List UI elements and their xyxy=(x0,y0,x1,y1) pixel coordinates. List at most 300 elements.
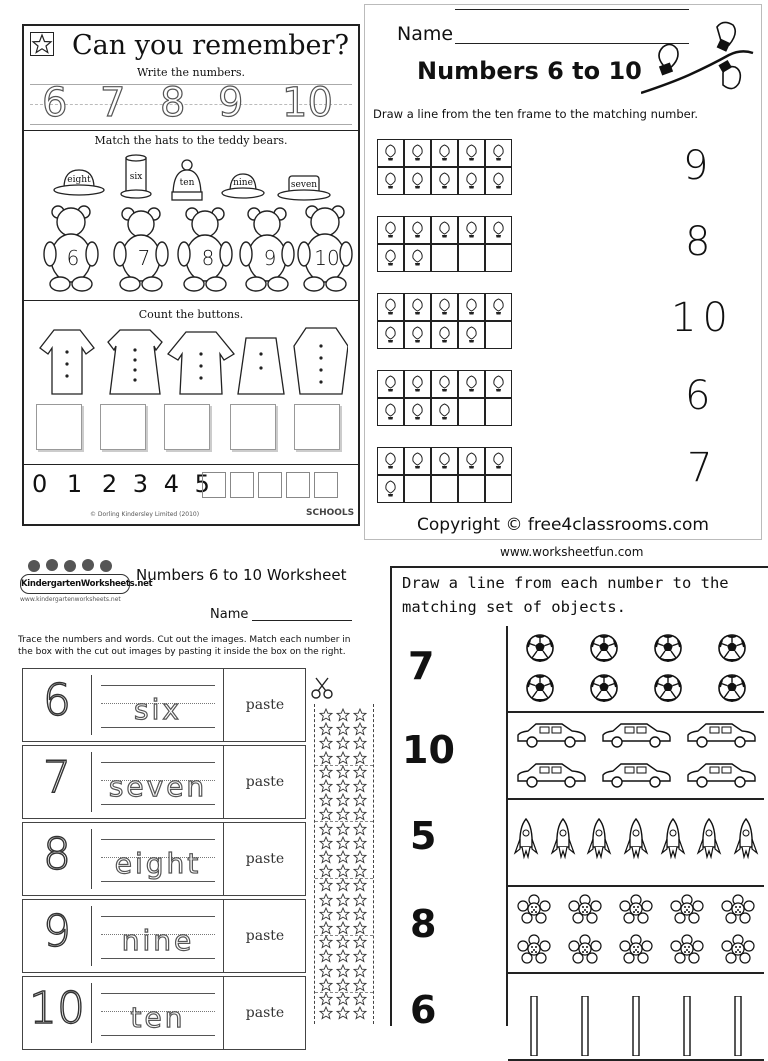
star-icon xyxy=(353,864,367,878)
ten-frame-cell xyxy=(431,321,458,349)
light-bulb-icon xyxy=(411,403,424,420)
ten-frame-cell xyxy=(377,447,404,475)
ten-frame-cell xyxy=(404,475,431,503)
rocket-icon xyxy=(696,817,722,867)
worksheet-trace-and-paste xyxy=(14,556,374,1034)
trace-row xyxy=(22,976,306,1050)
answer-box[interactable] xyxy=(100,404,146,450)
match-number[interactable]: 8 xyxy=(410,902,437,946)
flower-icon xyxy=(517,934,551,964)
light-bulb-icon xyxy=(411,221,424,238)
star-icon xyxy=(319,978,333,992)
star-icon xyxy=(319,949,333,963)
object-set[interactable] xyxy=(508,715,764,800)
match-number[interactable]: 7 xyxy=(408,644,435,688)
bear-number: 9 xyxy=(263,246,277,270)
paste-box[interactable]: paste xyxy=(245,1005,285,1021)
blank-box[interactable] xyxy=(230,472,254,498)
answer-box[interactable] xyxy=(294,404,340,450)
instruction-line-2: matching set of objects. xyxy=(402,598,626,616)
ten-frames xyxy=(377,139,527,509)
cutout-star-strip[interactable] xyxy=(314,704,374,1024)
ten-frame-cell xyxy=(377,370,404,398)
ten-frame-cell xyxy=(458,244,485,272)
ten-frame-cell xyxy=(485,167,512,195)
star-icon xyxy=(353,722,367,736)
trace-word-box xyxy=(93,746,224,818)
star-icon xyxy=(336,793,350,807)
light-bulb-icon xyxy=(438,375,451,392)
answer-box[interactable] xyxy=(164,404,210,450)
light-bulb-icon xyxy=(465,326,478,343)
flower-icon xyxy=(568,894,602,924)
hat-seven xyxy=(276,170,332,204)
flower-icon xyxy=(721,894,755,924)
star-icon xyxy=(319,935,333,949)
ten-frame-cell xyxy=(404,447,431,475)
match-number[interactable]: 7 xyxy=(687,445,713,491)
star-icon xyxy=(353,935,367,949)
number-line-digit: 3 xyxy=(132,470,150,498)
ten-frame-cell xyxy=(404,370,431,398)
star-icon xyxy=(353,978,367,992)
paste-box[interactable]: paste xyxy=(245,851,285,867)
trace-word: eight xyxy=(114,847,202,880)
hat-label: seven xyxy=(290,180,318,190)
worksheet-ten-frames xyxy=(364,4,762,540)
light-bulb-icon xyxy=(438,326,451,343)
ten-frame-cell xyxy=(485,139,512,167)
star-icon xyxy=(336,822,350,836)
number-line-digit: 4 xyxy=(163,470,180,498)
star-icon xyxy=(319,708,333,722)
ten-frame-cell xyxy=(404,398,431,426)
ten-frame-cell xyxy=(431,398,458,426)
ten-frame-cell xyxy=(485,321,512,349)
star-icon xyxy=(319,722,333,736)
light-bulb-icon xyxy=(492,172,505,189)
light-bulb-icon xyxy=(465,375,478,392)
ten-frame-cell xyxy=(485,293,512,321)
pencil-icon xyxy=(733,996,743,1056)
star-icon xyxy=(319,736,333,750)
ten-frame-cell xyxy=(404,293,431,321)
hat-six xyxy=(120,154,152,202)
star-icon xyxy=(353,1006,367,1020)
flower-icon xyxy=(670,934,704,964)
star-icon xyxy=(336,751,350,765)
flower-icon xyxy=(568,934,602,964)
trace-number: 6 xyxy=(23,675,92,735)
ten-frame-cell xyxy=(377,475,404,503)
answer-box[interactable] xyxy=(230,404,276,450)
light-bulb-icon xyxy=(465,144,478,161)
star-icon xyxy=(336,779,350,793)
star-icon xyxy=(353,765,367,779)
star-icon xyxy=(336,736,350,750)
ten-frame-cell xyxy=(485,475,512,503)
star-icon xyxy=(336,907,350,921)
star-icon xyxy=(319,964,333,978)
star-icon xyxy=(353,807,367,821)
car-icon xyxy=(514,761,588,789)
ten-frame-cell xyxy=(458,216,485,244)
soccer-ball-icon xyxy=(525,673,555,703)
star-icon xyxy=(319,751,333,765)
trace-number: 6 xyxy=(42,80,70,126)
star-icon xyxy=(336,850,350,864)
number-line-digit: 2 xyxy=(101,470,119,498)
ten-frame-cell xyxy=(377,321,404,349)
light-bulb-icon xyxy=(384,221,397,238)
star-icon xyxy=(353,779,367,793)
ten-frame-cell xyxy=(431,139,458,167)
instruction-line-1: Draw a line from each number to the xyxy=(402,574,729,592)
copyright-text: © Dorling Kindersley Limited (2010) xyxy=(90,511,200,518)
light-bulb-icon xyxy=(411,172,424,189)
answer-box[interactable] xyxy=(36,404,82,450)
trace-row xyxy=(22,899,306,973)
match-number[interactable]: 9 xyxy=(683,143,709,189)
instructions-text: Trace the numbers and words. Cut out the images. Match each number in the box with the cut out images by pasting it inside the box on the right. xyxy=(18,635,351,657)
number-line-digit: 1 xyxy=(66,470,84,498)
bear-number: 7 xyxy=(137,246,151,270)
blank-box[interactable] xyxy=(202,472,226,498)
name-label: Name xyxy=(397,23,454,45)
flower-icon xyxy=(619,894,653,924)
ten-frame-cell xyxy=(485,447,512,475)
rocket-icon xyxy=(733,817,759,867)
number-line xyxy=(32,470,211,498)
light-bulb-icon xyxy=(411,249,424,266)
light-bulb-icon xyxy=(465,221,478,238)
trace-number: 10 xyxy=(282,80,333,126)
ten-frame-cell xyxy=(404,167,431,195)
object-set[interactable] xyxy=(508,628,764,713)
light-bulb-icon xyxy=(465,172,478,189)
star-icon xyxy=(336,921,350,935)
star-icon xyxy=(319,878,333,892)
number-line-digit: 5 xyxy=(194,470,211,498)
worksheet-can-you-remember xyxy=(22,24,360,526)
star-icon xyxy=(336,864,350,878)
ten-frame-cell xyxy=(458,370,485,398)
star-icon xyxy=(336,765,350,779)
scissors-icon xyxy=(310,676,336,700)
rocket-icon xyxy=(513,817,539,867)
ten-frame-cell xyxy=(431,475,458,503)
star-icon xyxy=(336,978,350,992)
star-icon xyxy=(336,807,350,821)
trace-word-box xyxy=(93,900,224,972)
ten-frame-cell xyxy=(404,139,431,167)
trace-word-box xyxy=(93,977,224,1049)
rocket-icon xyxy=(660,817,686,867)
ten-frame-cell xyxy=(485,244,512,272)
number-line-digit: 0 xyxy=(32,470,49,498)
match-number[interactable]: 10 xyxy=(671,295,734,341)
copyright-text: Copyright © free4classrooms.com xyxy=(417,515,709,535)
blank-box[interactable] xyxy=(314,472,338,498)
ten-frame-cell xyxy=(458,447,485,475)
bear-number: 10 xyxy=(314,246,340,270)
worksheet-title: Numbers 6 to 10 xyxy=(417,57,642,85)
car-icon xyxy=(684,721,758,749)
star-icon xyxy=(353,949,367,963)
light-bulb-icon xyxy=(438,403,451,420)
trace-number: 8 xyxy=(23,829,92,889)
star-icon xyxy=(353,822,367,836)
car-icon xyxy=(514,721,588,749)
ten-frame-cell xyxy=(377,244,404,272)
match-instruction: Match the hats to the teddy bears. xyxy=(94,134,288,147)
light-bulb-icon xyxy=(438,172,451,189)
light-bulb-icon xyxy=(465,298,478,315)
bear-number: 8 xyxy=(201,246,215,270)
object-set[interactable] xyxy=(508,976,764,1061)
trace-rows xyxy=(22,668,302,1034)
light-bulb-icon xyxy=(492,144,505,161)
worksheet-title: Numbers 6 to 10 Worksheet xyxy=(136,566,347,584)
trace-word-box xyxy=(93,669,224,741)
match-number[interactable]: 6 xyxy=(410,988,437,1032)
ten-frame-cell xyxy=(458,293,485,321)
star-icon xyxy=(353,921,367,935)
hat-label: ten xyxy=(179,178,195,188)
light-bulb-icon xyxy=(438,298,451,315)
star-icon xyxy=(336,878,350,892)
write-instruction: Write the numbers. xyxy=(136,66,246,79)
light-bulb-icon xyxy=(411,452,424,469)
star-icon xyxy=(353,878,367,892)
light-bulb-icon xyxy=(384,144,397,161)
star-icon xyxy=(319,907,333,921)
object-set[interactable] xyxy=(508,802,764,887)
trace-number: 9 xyxy=(23,906,92,966)
paste-box[interactable]: paste xyxy=(245,774,285,790)
light-bulb-icon xyxy=(411,298,424,315)
trace-row xyxy=(22,822,306,896)
star-icon xyxy=(319,822,333,836)
star-icon xyxy=(319,779,333,793)
soccer-ball-icon xyxy=(589,673,619,703)
hat-eight xyxy=(52,166,106,200)
light-bulb-icon xyxy=(384,249,397,266)
star-icon xyxy=(319,864,333,878)
star-icon xyxy=(336,1006,350,1020)
brand-text: SCHOOLS xyxy=(306,508,355,518)
ten-frame-cell xyxy=(458,398,485,426)
light-bulb-icon xyxy=(411,144,424,161)
star-icon xyxy=(353,893,367,907)
car-icon xyxy=(684,761,758,789)
match-number[interactable]: 8 xyxy=(685,219,711,265)
site-logo: KindergartenWorksheets.net xyxy=(20,574,130,594)
flower-icon xyxy=(721,934,755,964)
star-icon xyxy=(353,850,367,864)
ten-frame-cell xyxy=(377,167,404,195)
rocket-icon xyxy=(623,817,649,867)
ten-frame-cell xyxy=(404,321,431,349)
light-bulb-icon xyxy=(384,298,397,315)
pencil-icon xyxy=(529,996,539,1056)
light-bulb-icon xyxy=(492,298,505,315)
trace-word-box xyxy=(93,823,224,895)
star-icon xyxy=(319,793,333,807)
object-set[interactable] xyxy=(508,889,764,974)
star-icon xyxy=(319,921,333,935)
clothing-items-icon xyxy=(38,324,348,400)
ten-frame-cell xyxy=(458,167,485,195)
light-bulb-icon xyxy=(492,452,505,469)
ten-frame-cell xyxy=(431,370,458,398)
hat-label: nine xyxy=(233,178,253,188)
pencil-icon xyxy=(682,996,692,1056)
trace-number: 8 xyxy=(160,80,186,126)
ten-frame-cell xyxy=(431,216,458,244)
ten-frame-cell xyxy=(431,244,458,272)
star-icon xyxy=(319,1006,333,1020)
star-icon xyxy=(353,964,367,978)
hat-label: six xyxy=(129,172,143,182)
count-instruction: Count the buttons. xyxy=(138,308,244,321)
trace-number: 9 xyxy=(218,80,244,126)
pencil-icon xyxy=(580,996,590,1056)
star-icon xyxy=(319,893,333,907)
match-number[interactable]: 6 xyxy=(685,373,711,419)
light-bulb-icon xyxy=(384,375,397,392)
light-bulb-icon xyxy=(438,221,451,238)
rocket-icon xyxy=(586,817,612,867)
soccer-ball-icon xyxy=(589,633,619,663)
ten-frame-cell xyxy=(431,167,458,195)
star-icon xyxy=(353,751,367,765)
instruction-text: Draw a line from the ten frame to the matching number. xyxy=(373,107,699,121)
star-icon xyxy=(336,992,350,1006)
star-icon xyxy=(336,964,350,978)
trace-row xyxy=(22,668,306,742)
light-bulb-icon xyxy=(438,452,451,469)
soccer-ball-icon xyxy=(717,673,747,703)
star-icon xyxy=(319,765,333,779)
flower-icon xyxy=(619,934,653,964)
worksheet-match-objects xyxy=(390,566,768,1032)
soccer-ball-icon xyxy=(653,673,683,703)
light-bulb-icon xyxy=(438,144,451,161)
star-icon xyxy=(336,935,350,949)
light-bulb-icon xyxy=(384,326,397,343)
star-icon xyxy=(353,793,367,807)
blank-box[interactable] xyxy=(286,472,310,498)
star-icon xyxy=(319,807,333,821)
star-icon xyxy=(353,736,367,750)
object-sets xyxy=(508,628,766,1028)
ten-frame-cell xyxy=(458,139,485,167)
trace-number: 10 xyxy=(23,983,92,1043)
star-icon xyxy=(336,949,350,963)
bear-number: 6 xyxy=(66,246,80,270)
light-bulb-icon xyxy=(411,375,424,392)
light-bulb-icon xyxy=(492,221,505,238)
star-icon xyxy=(319,836,333,850)
light-bulb-icon xyxy=(384,452,397,469)
trace-numbers-row xyxy=(30,82,352,128)
blank-box[interactable] xyxy=(258,472,282,498)
trace-number: 7 xyxy=(100,80,126,126)
star-icon xyxy=(353,836,367,850)
star-icon xyxy=(319,850,333,864)
ten-frame-cell xyxy=(377,139,404,167)
car-icon xyxy=(599,721,673,749)
ten-frame-cell xyxy=(377,293,404,321)
hat-label: eight xyxy=(67,175,91,185)
soccer-ball-icon xyxy=(653,633,683,663)
ten-frame-cell xyxy=(458,321,485,349)
site-url: www.kindergartenworksheets.net xyxy=(20,596,121,603)
christmas-lights-icon xyxy=(641,19,757,101)
paste-box[interactable]: paste xyxy=(245,928,285,944)
trace-row xyxy=(22,745,306,819)
ten-frame-cell xyxy=(485,398,512,426)
soccer-ball-icon xyxy=(525,633,555,663)
trace-word: seven xyxy=(108,770,208,803)
rocket-icon xyxy=(550,817,576,867)
star-badge xyxy=(30,32,54,56)
ten-frame-cell xyxy=(404,216,431,244)
star-icon xyxy=(353,992,367,1006)
light-bulb-icon xyxy=(384,172,397,189)
light-bulb-icon xyxy=(492,375,505,392)
hat-ten xyxy=(170,158,204,204)
star-icon xyxy=(353,907,367,921)
hat-nine xyxy=(220,168,266,202)
star-icon xyxy=(353,708,367,722)
flower-icon xyxy=(670,894,704,924)
ten-frame-cell xyxy=(485,216,512,244)
light-bulb-icon xyxy=(384,480,397,497)
ten-frame-cell xyxy=(377,398,404,426)
star-icon xyxy=(336,893,350,907)
pencil-icon xyxy=(631,996,641,1056)
paste-box[interactable]: paste xyxy=(245,697,285,713)
trace-word: ten xyxy=(130,1001,186,1034)
star-icon xyxy=(336,836,350,850)
light-bulb-icon xyxy=(384,403,397,420)
star-icon xyxy=(336,722,350,736)
teddy-bear-row xyxy=(42,202,362,294)
star-icon xyxy=(31,33,53,55)
car-icon xyxy=(599,761,673,789)
trace-word: nine xyxy=(121,924,195,957)
name-label: Name xyxy=(210,607,249,622)
soccer-ball-icon xyxy=(717,633,747,663)
ten-frame-cell xyxy=(458,475,485,503)
ten-frame-cell xyxy=(485,370,512,398)
light-bulb-icon xyxy=(465,452,478,469)
flower-icon xyxy=(517,894,551,924)
star-icon xyxy=(336,708,350,722)
star-icon xyxy=(319,992,333,1006)
site-url: www.worksheetfun.com xyxy=(500,545,644,559)
ten-frame-cell xyxy=(431,293,458,321)
ten-frame-cell xyxy=(404,244,431,272)
ten-frame-cell xyxy=(431,447,458,475)
match-number[interactable]: 5 xyxy=(410,814,437,858)
match-number[interactable]: 10 xyxy=(402,728,455,772)
light-bulb-icon xyxy=(411,326,424,343)
trace-word: six xyxy=(134,693,182,726)
trace-number: 7 xyxy=(23,752,92,812)
